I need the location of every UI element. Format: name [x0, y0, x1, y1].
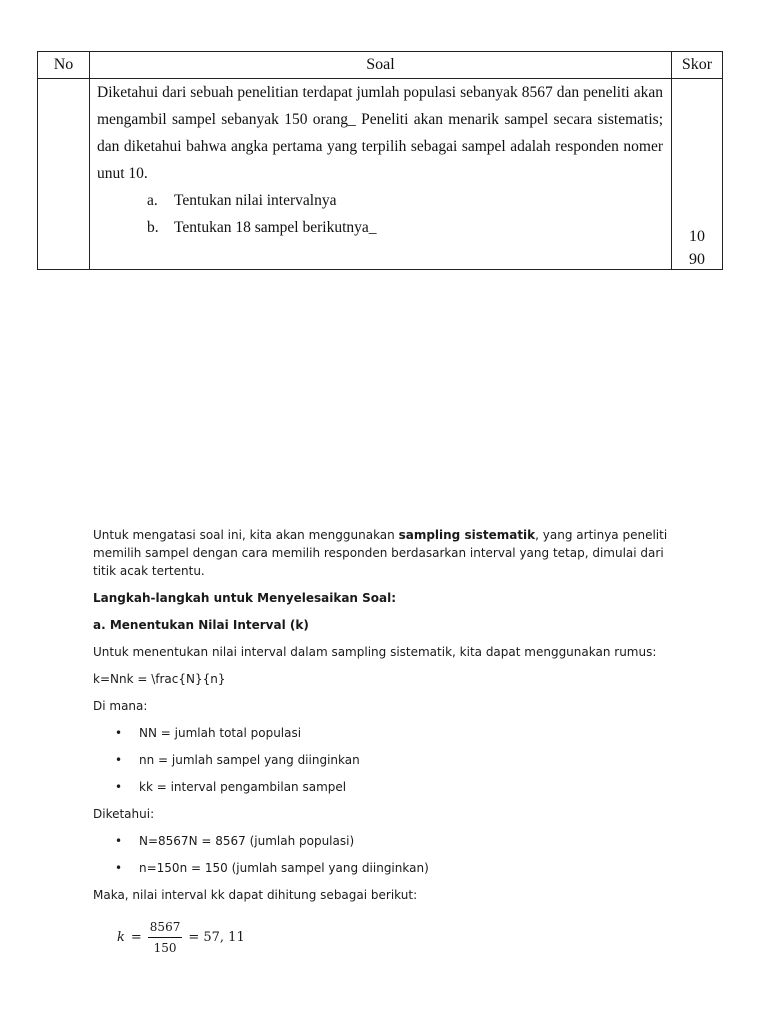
- question-item-text: Tentukan nilai intervalnya: [174, 192, 337, 209]
- formula-equals: =: [130, 929, 142, 945]
- list-item: • n=150n = 150 (jumlah sampel yang diinginkan): [93, 859, 683, 877]
- table-header-row: [38, 52, 723, 79]
- where-label: Di mana:: [93, 699, 148, 713]
- formula-intro: Untuk menentukan nilai interval dalam sampling sistematik, kita dapat menggunakan rumus:: [93, 645, 657, 659]
- result-formula: [117, 918, 683, 957]
- list-item: • N=8567N = 8567 (jumlah populasi): [93, 832, 683, 850]
- intro-bold-term: sampling sistematik: [398, 528, 536, 542]
- question-item: [97, 187, 663, 214]
- question-item-marker: b.: [147, 219, 159, 236]
- intro-text-end: , yang artinya peneliti memilih sampel dengan cara memilih responden berdasarkan interval yang tetap, dimulai dari titik acak tertentu.: [93, 528, 668, 578]
- formula-line: k=Nnk = \frac{N}{n}: [93, 672, 226, 686]
- question-cell: [90, 79, 672, 270]
- formula-result: = 57, 11: [188, 929, 245, 945]
- formula-variable: k: [117, 929, 125, 945]
- header-no: No: [38, 52, 90, 79]
- header-soal: Soal: [90, 52, 672, 79]
- score-a: 10: [689, 228, 705, 245]
- answer-section: [93, 526, 683, 957]
- formula-denominator: 150: [153, 941, 177, 955]
- intro-text: Untuk mengatasi soal ini, kita akan menggunakan: [93, 528, 399, 542]
- formula-fraction: [148, 918, 183, 957]
- question-item-marker: a.: [147, 192, 158, 209]
- list-item: • NN = jumlah total populasi: [93, 724, 683, 742]
- row-number-cell: [38, 79, 90, 270]
- question-table: [37, 51, 723, 270]
- steps-heading: Langkah-langkah untuk Menyelesaikan Soal:: [93, 591, 397, 605]
- question-item: [97, 214, 663, 241]
- score-values: [672, 225, 722, 271]
- score-b: 90: [689, 251, 705, 268]
- intro-paragraph: [93, 526, 683, 580]
- known-label: Diketahui:: [93, 807, 155, 821]
- score-cell: [672, 79, 723, 270]
- question-items: [97, 187, 663, 241]
- where-list: [93, 724, 683, 796]
- list-item: • kk = interval pengambilan sampel: [93, 778, 683, 796]
- section-a-heading: a. Menentukan Nilai Interval (k): [93, 618, 309, 632]
- formula-numerator: 8567: [148, 918, 183, 938]
- result-intro: Maka, nilai interval kk dapat dihitung sebagai berikut:: [93, 888, 418, 902]
- header-skor: Skor: [672, 52, 723, 79]
- list-item: • nn = jumlah sampel yang diinginkan: [93, 751, 683, 769]
- table-row: [38, 79, 723, 270]
- question-item-text: Tentukan 18 sampel berikutnya_: [174, 219, 377, 236]
- known-list: [93, 832, 683, 877]
- question-text: Diketahui dari sebuah penelitian terdapat jumlah populasi sebanyak 8567 dan peneliti akan mengambil sampel sebanyak 150 orang_ Peneliti akan menarik sampel secara sistematis; dan diketahui bahwa angka pertama yang terpilih sebagai sampel adalah responden nomer unut 10.: [97, 84, 663, 182]
